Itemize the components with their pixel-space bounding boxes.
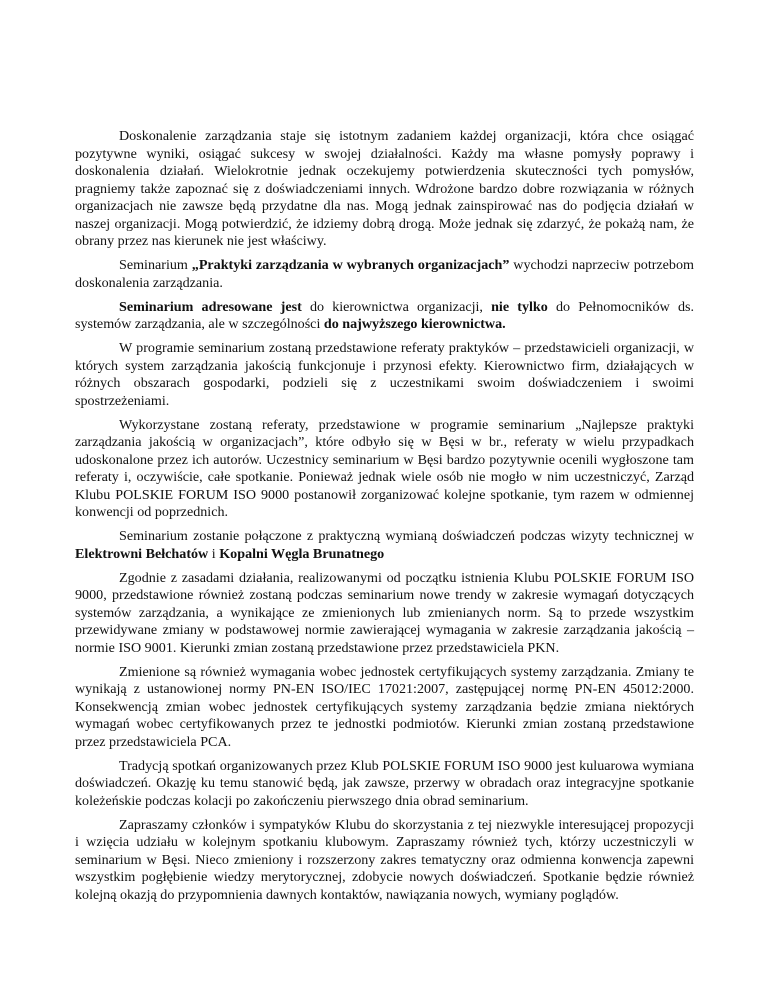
paragraph-trends: Zgodnie z zasadami działania, realizowanymi od początku istnienia Klubu POLSKIE FORUM ISO 9000, przedstawione również zostaną podczas seminarium nowe trendy w zakresie wymagań dotyczących systemów zarządzania, a wynikające ze zmienionych lub zmienianych norm. Są to przede wszystkim przewidywane zmiany w podstawowej normie zawierającej wymagania w zakresie zarządzania jakością – normie ISO 9001. Kierunki zmian zostaną przedstawione przez przedstawiciela PKN. <box>75 569 694 656</box>
bold-run: Kopalni Węgla Brunatnego <box>219 545 385 562</box>
text-run: Seminarium zostanie połączone z praktyczną wymianą doświadczeń podczas wizyty technicznej w <box>119 528 694 544</box>
text-run: i <box>208 545 220 562</box>
paragraph-technical-visit <box>75 528 694 563</box>
bold-run: Elektrowni Bełchatów <box>75 545 209 562</box>
text-run: wychodzi naprzeciw potrzebom doskonalenia zarządzania. <box>75 257 694 291</box>
paragraph-invitation: Zapraszamy członków i sympatyków Klubu do skorzystania z tej niezwykle interesującej propozycji i wzięcia udziału w kolejnym spotkaniu klubowym. Zapraszamy również tych, którzy uczestniczyli w seminarium w Bęsi. Nieco zmieniony i rozszerzony zakres tematyczny oraz odmienna konwencja zapewni wszystkim pogłębienie wiedzy merytorycznej, zdobycie nowych doświadczeń. Spotkanie będzie również kolejną okazją do przypomnienia dawnych kontaktów, nawiązania nowych, wymiany poglądów. <box>75 816 694 903</box>
paragraph-certification: Zmienione są również wymagania wobec jednostek certyfikujących systemy zarządzania. Zmiany te wynikają z ustanowionej normy PN-EN ISO/IEC 17021:2007, zastępującej normę PN-EN 45012:2000. Konsekwencją zmian wobec jednostek certyfikujących systemy zarządzania będzie zmiana niektórych wymagań wobec certyfikowanych przez te jednostki podmiotów. Kierunki zmian zostaną przedstawione przez przedstawiciela PCA. <box>75 663 694 750</box>
paragraph-tradition: Tradycją spotkań organizowanych przez Klub POLSKIE FORUM ISO 9000 jest kuluarowa wymiana doświadczeń. Okazję ku temu stanowić będą, jak zawsze, przerwy w obradach oraz integracyjne spotkanie koleżeńskie podczas kolacji po zakończeniu pierwszego dnia obrad seminarium. <box>75 757 694 809</box>
text-run: Seminarium <box>119 257 192 273</box>
text-run: do kierownictwa organizacji, <box>301 298 492 315</box>
bold-run: Seminarium adresowane jest <box>119 298 302 315</box>
bold-run: nie tylko <box>491 298 548 315</box>
text-run: do Pełnomocników ds. systemów zarządzania, ale w szczególności <box>75 298 694 332</box>
seminar-title: „Praktyki zarządzania w wybranych organizacjach” <box>191 257 510 273</box>
paragraph-program: W programie seminarium zostaną przedstawione referaty praktyków – przedstawicieli organizacji, w których system zarządzania jakością funkcjonuje i przynosi efekty. Kierownictwo firm, działających w różnych obszarach gospodarki, podzieli się z uczestnikami swoim doświadczeniem i swoimi spostrzeżeniami. <box>75 340 694 409</box>
bold-run: do najwyższego kierownictwa. <box>323 316 506 332</box>
paragraph-seminar-title <box>75 257 694 292</box>
paragraph-audience <box>75 299 694 334</box>
paragraph-previous-seminar: Wykorzystane zostaną referaty, przedstawione w programie seminarium „Najlepsze praktyki zarządzania jakością w organizacjach”, które odbyło się w Bęsi w br., referaty w wielu przypadkach udoskonalone przez ich autorów. Uczestnicy seminarium w Bęsi bardzo pozytywnie ocenili wygłoszone tam referaty i, oczywiście, całe spotkanie. Ponieważ jednak wiele osób nie mogło w nim uczestniczyć, Zarząd Klubu POLSKIE FORUM ISO 9000 postanowił zorganizować kolejne spotkanie, tym razem w odmiennej konwencji od poprzednich. <box>75 416 694 520</box>
paragraph-intro: Doskonalenie zarządzania staje się istotnym zadaniem każdej organizacji, która chce osiągać pozytywne wyniki, osiągać sukcesy w swojej działalności. Każdy ma własne pomysły poprawy i doskonalenia działań. Wielokrotnie jednak oczekujemy potwierdzenia skuteczności tych pomysłów, pragniemy także zapoznać się z doświadczeniami innych. Wdrożone bardzo dobre rozwiązania w różnych organizacjach nie zawsze będą przydatne dla nas. Mogą jednak zainspirować nas do podjęcia działań w naszej organizacji. Mogą potwierdzić, że idziemy dobrą drogą. Może jednak się zdarzyć, że pokażą nam, że obrany przez nas kierunek nie jest właściwy. <box>75 128 694 249</box>
document-page <box>75 128 694 911</box>
